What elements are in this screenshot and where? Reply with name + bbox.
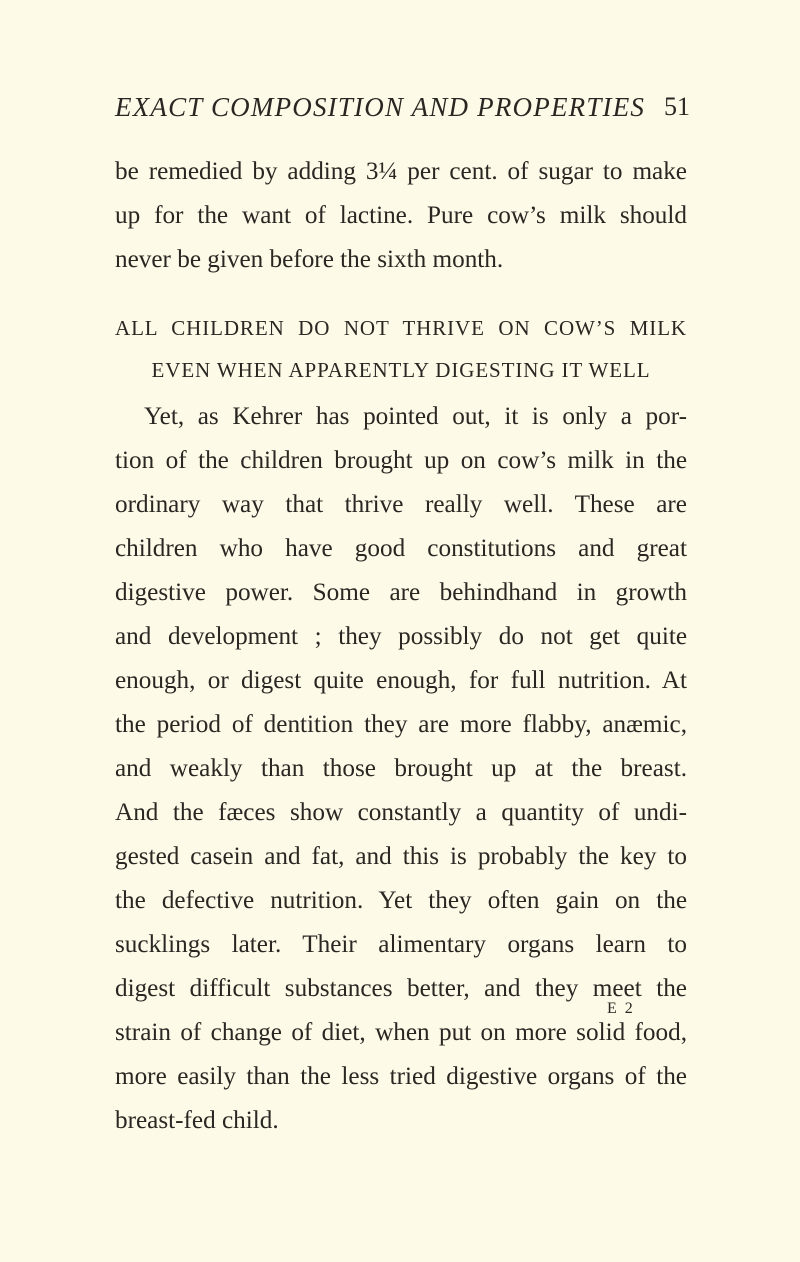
heading-line: EVEN WHEN APPARENTLY DIGESTING IT WELL: [151, 358, 651, 382]
paragraph-kehrer: [115, 395, 687, 1143]
text-line: Yet, as Kehrer has pointed out, it is only a por-: [144, 403, 687, 430]
running-head: [115, 92, 690, 132]
body-text: [115, 150, 687, 1143]
running-title: EXACT COMPOSITION AND PROPERTIES: [115, 92, 646, 122]
text-line: ordinary way that thrive really well. These are: [115, 491, 687, 518]
section-heading: [115, 307, 687, 391]
text-line: children who have good constitutions and great: [115, 535, 687, 562]
text-line: gested casein and fat, and this is probably the key to: [115, 843, 687, 870]
text-line: the defective nutrition. Yet they often gain on the: [115, 887, 687, 914]
text-line: the period of dentition they are more flabby, anæmic,: [115, 711, 687, 738]
text-line: enough, or digest quite enough, for full nutrition. At: [115, 667, 687, 694]
text-line: and development ; they possibly do not get quite: [115, 623, 687, 650]
text-line: And the fæces show constantly a quantity of undi-: [115, 799, 687, 826]
heading-line: ALL CHILDREN DO NOT THRIVE ON COW’S MILK: [115, 316, 687, 340]
page-number: 51: [664, 92, 690, 121]
text-line: and weakly than those brought up at the breast.: [115, 755, 687, 782]
text-line: never be given before the sixth month.: [115, 246, 504, 273]
text-line: digestive power. Some are behindhand in growth: [115, 579, 687, 606]
paragraph-continued: [115, 150, 687, 282]
text-line: sucklings later. Their alimentary organs learn to: [115, 931, 687, 958]
text-line: digest difficult substances better, and they meet the: [115, 975, 687, 1002]
text-line: breast-fed child.: [115, 1107, 279, 1134]
text-line: more easily than the less tried digestive organs of the: [115, 1063, 687, 1090]
signature-mark: E 2: [607, 1000, 635, 1017]
text-line: strain of change of diet, when put on more solid food,: [115, 1019, 687, 1046]
text-line: be remedied by adding 3¼ per cent. of sugar to make: [115, 158, 687, 185]
text-line: tion of the children brought up on cow’s milk in the: [115, 447, 687, 474]
text-line: up for the want of lactine. Pure cow’s milk should: [115, 202, 687, 229]
